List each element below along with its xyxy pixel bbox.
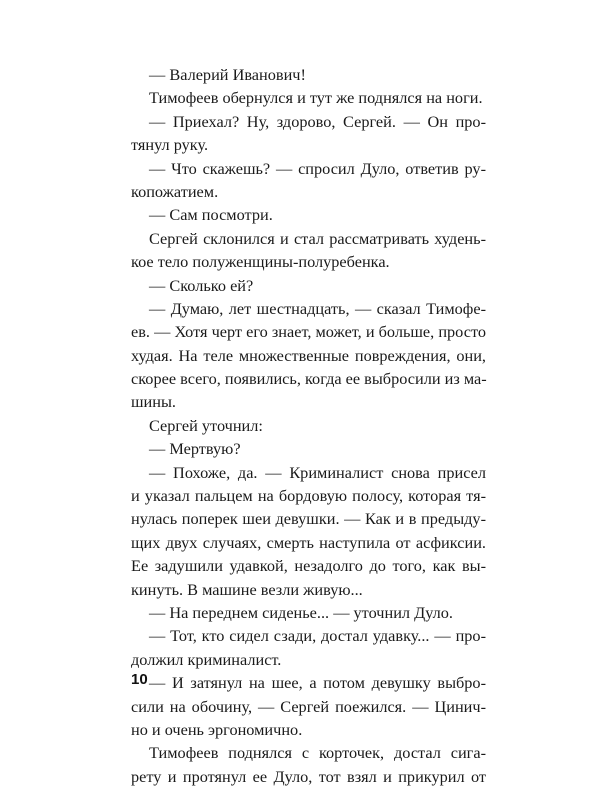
text-line: — Тот, кто сидел сзади, достал удавку... — про- [149, 626, 486, 646]
text-line: — На переднем сиденье... — уточнил Дуло. [149, 602, 453, 622]
text-line: нулась поперек шеи девушки. — Как и в предыду- [131, 509, 486, 529]
text-line: — Что скажешь? — спросил Дуло, ответив ру- [149, 158, 486, 178]
text-line: Ее задушили удавкой, незадолго до того, как вы- [131, 556, 486, 576]
text-line: худая. На теле множественные повреждения, они, [131, 345, 486, 365]
text-line: Сергей уточнил: [149, 415, 263, 435]
page-number: 10 [131, 671, 148, 688]
text-line: — И затянул на шее, а потом девушку выбро- [149, 673, 486, 693]
text-line: Тимофеев обернулся и тут же поднялся на ноги. [149, 88, 483, 108]
text-line: сили на обочину, — Сергей поежился. — Цинич- [131, 696, 486, 716]
text-line: щих двух случаях, смерть наступила от асфиксии. [131, 532, 486, 552]
page-body-text [131, 63, 486, 788]
text-line: кое тело полуженщины-полуребенка. [131, 252, 390, 272]
text-line: Сергей склонился и стал рассматривать худень- [149, 228, 486, 248]
text-line: должил криминалист. [131, 649, 282, 669]
text-line: — Сам посмотри. [149, 205, 273, 225]
text-line: — Мертвую? [149, 439, 241, 459]
text-line: кинуть. В машине везли живую... [131, 579, 363, 599]
text-line: ев. — Хотя черт его знает, может, и больше, просто [131, 322, 486, 342]
text-line: скорее всего, появились, когда ее выбросили из ма- [131, 369, 487, 389]
text-line: и указал пальцем на бордовую полосу, которая тя- [131, 486, 486, 506]
text-line: шины. [131, 392, 176, 412]
text-line: тянул руку. [131, 135, 209, 155]
text-line: — Сколько ей? [149, 275, 254, 295]
text-line: копожатием. [131, 181, 219, 201]
text-line: Тимофеев поднялся с корточек, достал сига- [149, 743, 486, 763]
text-line: рету и протянул ее Дуло, тот взял и прикурил от [131, 766, 486, 786]
text-line: — Приехал? Ну, здорово, Сергей. — Он про- [149, 111, 486, 131]
text-line: — Валерий Иванович! [149, 65, 306, 84]
text-line: но и очень эргономично. [131, 719, 303, 739]
text-line: — Похоже, да. — Криминалист снова присел [149, 462, 486, 482]
text-line: — Думаю, лет шестнадцать, — сказал Тимофе- [149, 298, 486, 318]
